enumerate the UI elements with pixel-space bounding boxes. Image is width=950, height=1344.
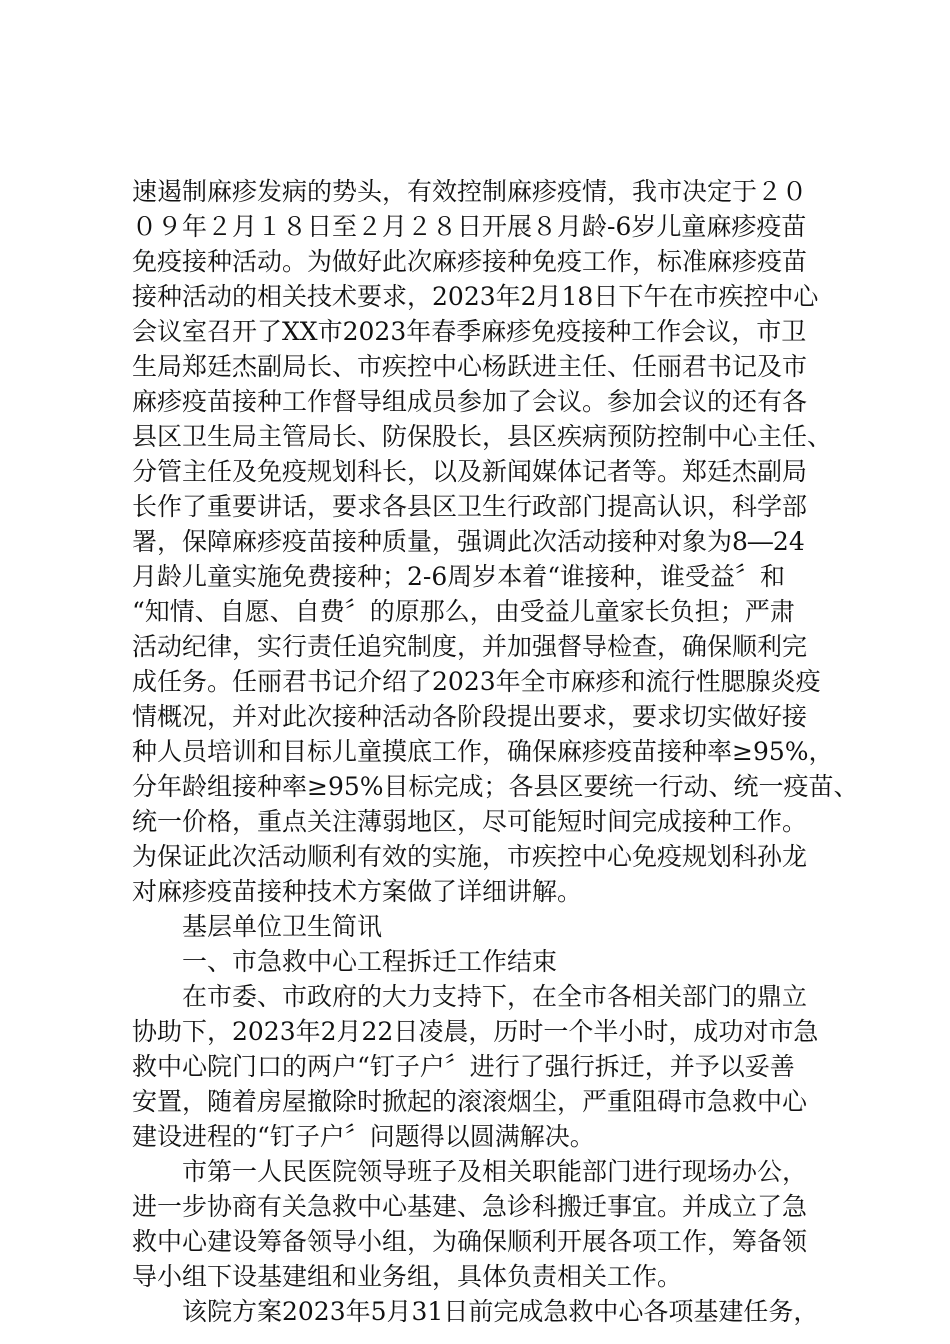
- text-line: 市第一人民医院领导班子及相关职能部门进行现场办公，: [182, 1157, 808, 1186]
- text-line: 救中心院门口的两户“钉子户〞进行了强行拆迁，并予以妥善: [132, 1052, 795, 1081]
- text-line: 生局郑廷杰副局长、市疾控中心杨跃进主任、任丽君书记及市: [132, 352, 808, 381]
- text-line: 进一步协商有关急救中心基建、急诊科搬迁事宜。并成立了急: [132, 1192, 808, 1221]
- text-line: 分年龄组接种率≥95%目标完成；各县区要统一行动、统一疫苗、: [132, 772, 859, 801]
- text-line: 署，保障麻疹疫苗接种质量，强调此次活动接种对象为8―24: [132, 527, 805, 556]
- text-line: 县区卫生局主管局长、防保股长，县区疾病预防控制中心主任、: [132, 422, 833, 451]
- text-line: 救中心建设筹备领导小组，为确保顺利开展各项工作，筹备领: [132, 1227, 808, 1256]
- text-line: 为保证此次活动顺利有效的实施，市疾控中心免疫规划科孙龙: [132, 842, 808, 871]
- text-line: 长作了重要讲话，要求各县区卫生行政部门提高认识，科学部: [132, 492, 808, 521]
- text-line: 免疫接种活动。为做好此次麻疹接种免疫工作，标准麻疹疫苗: [132, 247, 808, 276]
- text-line: 速遏制麻疹发病的势头，有效控制麻疹疫情，我市决定于２０: [132, 177, 808, 206]
- text-line: 活动纪律，实行责任追究制度，并加强督导检查，确保顺利完: [132, 632, 808, 661]
- text-line: 对麻疹疫苗接种技术方案做了详细讲解。: [132, 877, 583, 906]
- text-line: 该院方案2023年5月31日前完成急救中心各项基建任务，: [182, 1297, 819, 1326]
- text-line: ０９年２月１８日至２月２８日开展８月龄-6岁儿童麻疹疫苗: [132, 212, 807, 241]
- text-line: 在市委、市政府的大力支持下，在全市各相关部门的鼎立: [182, 982, 808, 1011]
- text-line: 导小组下设基建组和业务组，具体负责相关工作。: [132, 1262, 683, 1291]
- text-line: 月龄儿童实施免费接种；2-6周岁本着“谁接种，谁受益〞和: [132, 562, 786, 591]
- text-line: 种人员培训和目标儿童摸底工作，确保麻疹疫苗接种率≥95%，: [132, 737, 834, 766]
- text-line: 建设进程的“钉子户〞问题得以圆满解决。: [132, 1122, 595, 1151]
- text-line: 接种活动的相关技术要求，2023年2月18日下午在市疾控中心: [132, 282, 819, 311]
- text-line: 情概况，并对此次接种活动各阶段提出要求，要求切实做好接: [132, 702, 808, 731]
- text-line: 协助下，2023年2月22日凌晨，历时一个半小时，成功对市急: [132, 1017, 819, 1046]
- text-line: 麻疹疫苗接种工作督导组成员参加了会议。参加会议的还有各: [132, 387, 808, 416]
- text-line: 统一价格，重点关注薄弱地区，尽可能短时间完成接种工作。: [132, 807, 808, 836]
- text-line: 分管主任及免疫规划科长，以及新闻媒体记者等。郑廷杰副局: [132, 457, 808, 486]
- text-line: 成任务。任丽君书记介绍了2023年全市麻疹和流行性腮腺炎疫: [132, 667, 821, 696]
- subsection-heading: 一、市急救中心工程拆迁工作结束: [182, 947, 558, 976]
- text-line: 会议室召开了XX市2023年春季麻疹免疫接种工作会议，市卫: [132, 317, 807, 346]
- text-line: “知情、自愿、自费〞的原那么，由受益儿童家长负担；严肃: [132, 597, 795, 626]
- text-line: 安置，随着房屋撤除时掀起的滚滚烟尘，严重阻碍市急救中心: [132, 1087, 808, 1116]
- section-heading: 基层单位卫生简讯: [182, 912, 383, 941]
